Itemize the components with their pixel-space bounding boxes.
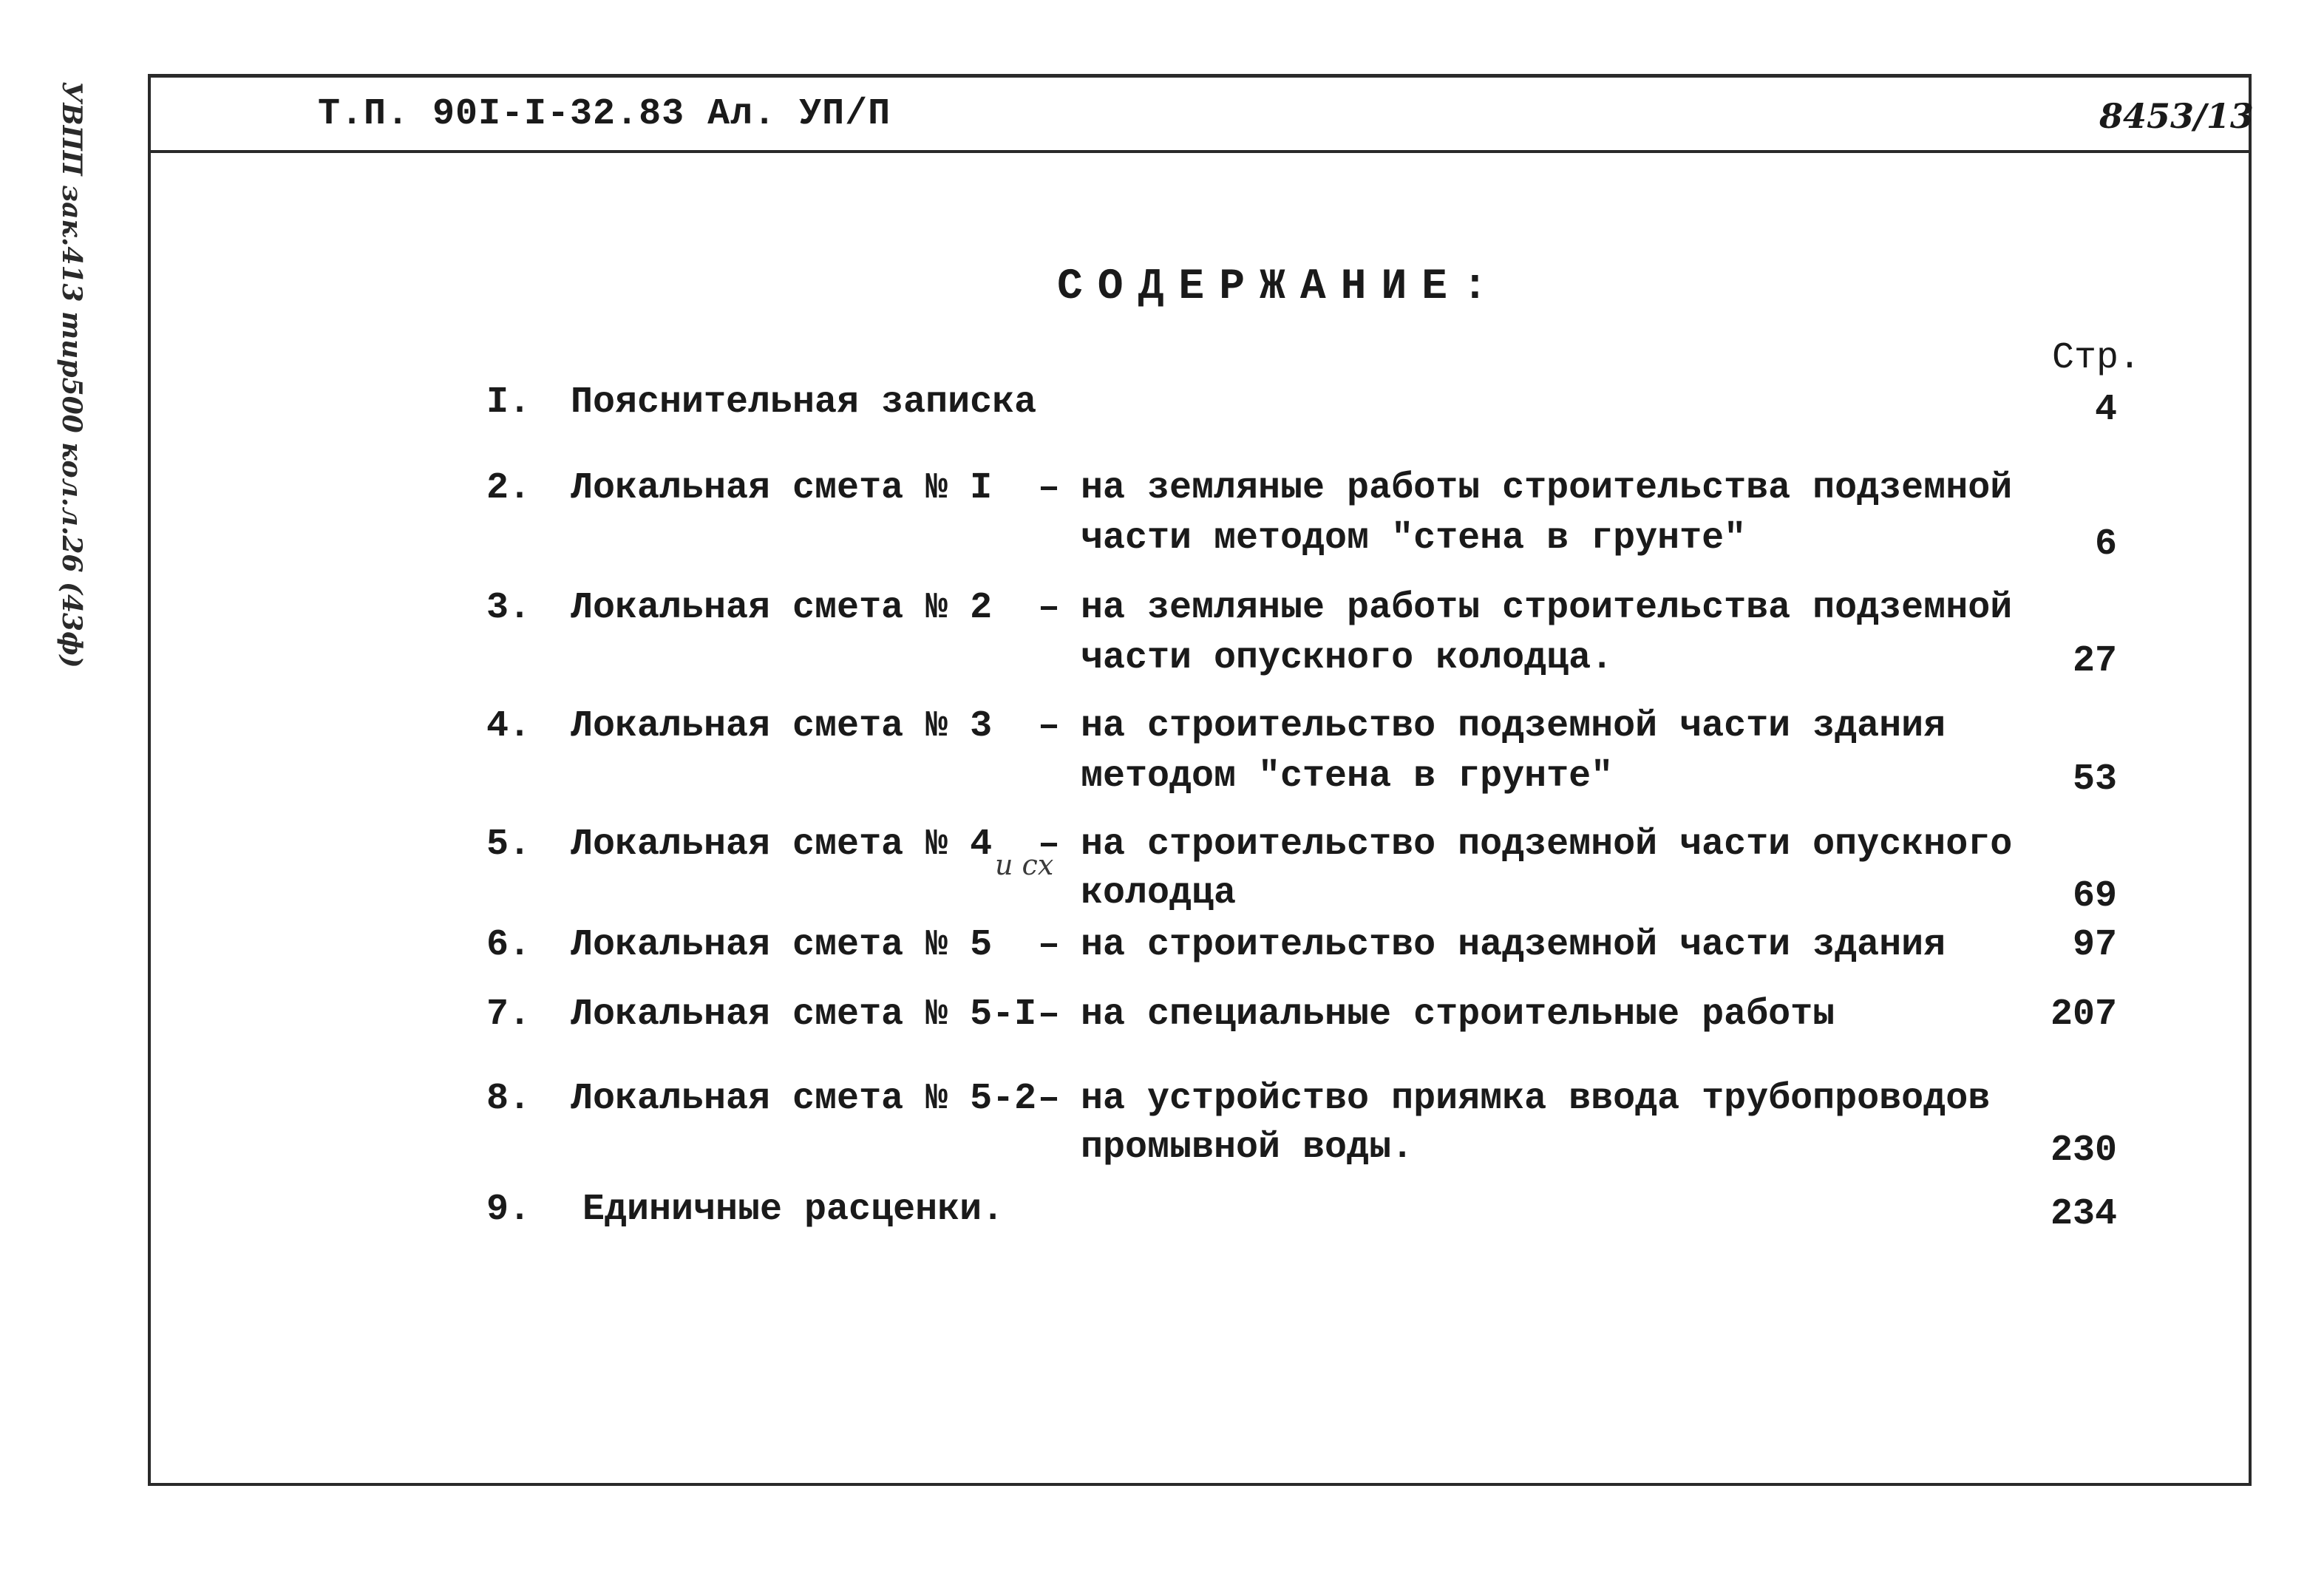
document-code: Т.П. 90I-I-32.83 Ал. УП/П — [318, 93, 891, 135]
toc-number: 3. — [486, 587, 531, 629]
toc-number: 8. — [486, 1078, 531, 1120]
toc-page: 69 — [2072, 875, 2117, 917]
toc-name: Локальная смета № 4 — [571, 824, 993, 866]
toc-name: Локальная смета № 3 — [571, 705, 993, 747]
toc-number: 4. — [486, 705, 531, 747]
toc-page: 207 — [2050, 994, 2117, 1036]
toc-page: 53 — [2072, 758, 2117, 801]
toc-number: I. — [486, 381, 531, 424]
toc-page: 6 — [2094, 523, 2117, 566]
toc-dash: – — [1038, 1078, 1061, 1120]
toc-page: 234 — [2050, 1193, 2117, 1235]
toc-dash: – — [1038, 705, 1061, 747]
toc-name: Локальная смета № 5-2 — [571, 1078, 1037, 1120]
page-title: СОДЕРЖАНИЕ: — [1057, 263, 1503, 311]
toc-desc-line2: колодца — [1081, 872, 1237, 914]
toc-desc: на устройство приямка ввода трубопроводов — [1081, 1078, 1991, 1120]
side-stamp-text: УВПП зак.413 тир500 кол.л.26 (43ф) — [56, 81, 87, 668]
toc-page: 27 — [2072, 640, 2117, 682]
toc-desc: на строительство надземной части здания — [1081, 924, 1946, 966]
toc-dash: – — [1038, 467, 1061, 509]
toc-name: Локальная смета № 2 — [571, 587, 993, 629]
page-column-label: Стр. — [2052, 337, 2141, 379]
toc-desc: на земляные работы строительства подземной — [1081, 467, 2013, 509]
toc-desc: на земляные работы строительства подземной — [1081, 587, 2013, 629]
toc-number: 5. — [486, 824, 531, 866]
toc-page: 230 — [2050, 1130, 2117, 1172]
toc-name: Локальная смета № I — [571, 467, 993, 509]
toc-number: 9. — [486, 1189, 531, 1231]
toc-name: Локальная смета № 5-I — [571, 994, 1037, 1036]
toc-desc: на строительство подземной части опускного — [1081, 824, 2013, 866]
toc-desc: на строительство подземной части здания — [1081, 705, 1946, 747]
sheet-number: 8453/13 — [2099, 96, 2254, 136]
toc-name: Единичные расценки. — [582, 1189, 1005, 1231]
toc-number: 2. — [486, 467, 531, 509]
toc-desc-line2: методом "стена в грунте" — [1081, 756, 1614, 798]
toc-dash: – — [1038, 587, 1061, 629]
toc-page: 97 — [2072, 924, 2117, 966]
toc-dash: – — [1038, 824, 1061, 866]
toc-dash: – — [1038, 994, 1061, 1036]
toc-number: 6. — [486, 924, 531, 966]
toc-desc-line2: промывной воды. — [1081, 1127, 1414, 1169]
side-stamp-note — [52, 67, 96, 668]
handwritten-note: и сх — [995, 849, 1054, 881]
toc-desc-line2: части методом "стена в грунте" — [1081, 517, 1747, 560]
toc-name: Локальная смета № 5 — [571, 924, 993, 966]
toc-page: 4 — [2094, 389, 2117, 431]
header-divider — [148, 150, 2252, 153]
toc-name: Пояснительная записка — [571, 381, 1037, 424]
toc-desc-line2: части опускного колодца. — [1081, 637, 1614, 679]
toc-number: 7. — [486, 994, 531, 1036]
toc-dash: – — [1038, 924, 1061, 966]
toc-desc: на специальные строительные работы — [1081, 994, 1835, 1036]
